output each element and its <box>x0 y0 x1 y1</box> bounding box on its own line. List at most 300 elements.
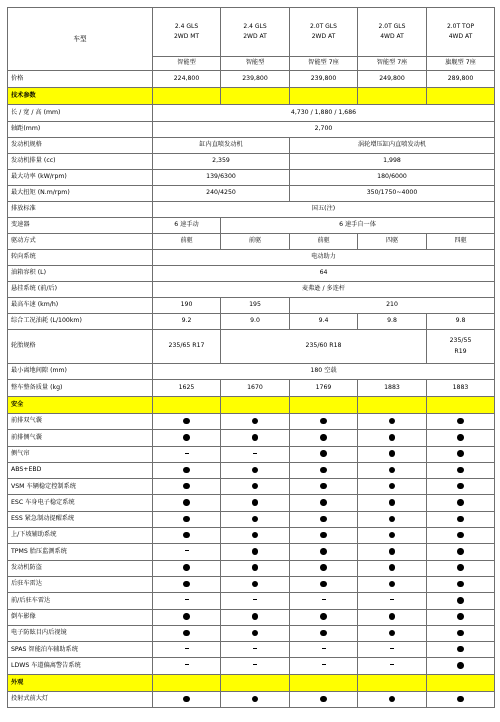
feature-label: 前排双气囊 <box>8 414 153 430</box>
feature-cell <box>221 544 290 560</box>
feature-cell <box>427 479 495 495</box>
feature-cell <box>427 528 495 544</box>
feature-cell <box>290 642 358 658</box>
feature-cell <box>358 560 427 576</box>
feature-cell <box>290 593 358 609</box>
feature-label: TPMS 胎压监测系统 <box>8 544 153 560</box>
feature-row <box>8 642 495 658</box>
row-label: 排放标准 <box>8 202 153 218</box>
feature-cell <box>221 528 290 544</box>
standard-dot-icon <box>457 483 464 490</box>
feature-row <box>8 511 495 527</box>
row-label: 油箱容积 (L) <box>8 266 153 282</box>
feature-cell <box>153 414 221 430</box>
clearance-row <box>8 364 495 380</box>
standard-dot-icon <box>252 467 259 474</box>
feature-cell <box>221 593 290 609</box>
fuel-consumption-row <box>8 314 495 330</box>
feature-cell <box>153 642 221 658</box>
feature-cell <box>153 544 221 560</box>
feature-cell <box>221 511 290 527</box>
feature-cell <box>290 495 358 511</box>
standard-dot-icon <box>389 532 396 539</box>
feature-cell <box>221 691 290 707</box>
row-value: 缸内直喷发动机 <box>153 138 290 154</box>
standard-dot-icon <box>389 696 396 703</box>
row-value: 4,730 / 1,880 / 1,686 <box>153 105 495 122</box>
feature-cell <box>427 658 495 674</box>
feature-cell <box>221 658 290 674</box>
standard-dot-icon <box>252 581 259 588</box>
feature-label: 上/下坡辅助系统 <box>8 528 153 544</box>
section-tech-row <box>8 88 495 105</box>
feature-cell <box>153 430 221 446</box>
feature-cell <box>427 593 495 609</box>
standard-dot-icon <box>457 696 464 703</box>
row-value: 四驱 <box>427 234 495 250</box>
row-value: 1883 <box>427 380 495 397</box>
feature-cell <box>221 430 290 446</box>
standard-dot-icon <box>457 434 464 441</box>
feature-label: 投射式前大灯 <box>8 691 153 707</box>
row-value: 前驱 <box>290 234 358 250</box>
not-available-dash-icon <box>185 550 189 551</box>
transmission-row <box>8 218 495 234</box>
row-value: 9.4 <box>290 314 358 330</box>
not-available-dash-icon <box>185 453 189 454</box>
emission-row <box>8 202 495 218</box>
feature-label: 前/后驻车雷达 <box>8 593 153 609</box>
model-header-cell: 2.0T GLS 4WD AT <box>358 8 427 57</box>
feature-row <box>8 625 495 641</box>
row-value: 210 <box>290 298 495 314</box>
feature-cell <box>153 658 221 674</box>
feature-cell <box>290 414 358 430</box>
feature-row <box>8 462 495 478</box>
feature-row <box>8 495 495 511</box>
feature-cell <box>427 691 495 707</box>
row-label: 驱动方式 <box>8 234 153 250</box>
feature-cell <box>290 544 358 560</box>
standard-dot-icon <box>252 516 259 523</box>
standard-dot-icon <box>320 532 327 539</box>
engine-spec-row <box>8 138 495 154</box>
feature-cell <box>221 609 290 625</box>
feature-cell <box>290 446 358 462</box>
row-label: 综合工况油耗 (L/100km) <box>8 314 153 330</box>
standard-dot-icon <box>183 467 190 474</box>
standard-dot-icon <box>320 450 327 457</box>
price-value: 239,800 <box>290 71 358 88</box>
row-label: 悬挂系统 (前/后) <box>8 282 153 298</box>
row-value: 涡轮增压缸内直喷发动机 <box>290 138 495 154</box>
feature-cell <box>427 560 495 576</box>
standard-dot-icon <box>457 581 464 588</box>
feature-cell <box>221 560 290 576</box>
curb-weight-row <box>8 380 495 397</box>
feature-cell <box>221 414 290 430</box>
feature-label: 倒车影像 <box>8 609 153 625</box>
feature-label: SPAS 智能泊车辅助系统 <box>8 642 153 658</box>
feature-cell <box>290 560 358 576</box>
standard-dot-icon <box>320 516 327 523</box>
section-exterior-row <box>8 674 495 691</box>
feature-cell <box>358 576 427 592</box>
row-value: 180 空载 <box>153 364 495 380</box>
standard-dot-icon <box>389 418 396 425</box>
safety-feature-rows <box>8 414 495 675</box>
feature-cell <box>358 462 427 478</box>
standard-dot-icon <box>252 630 259 637</box>
feature-cell <box>153 528 221 544</box>
feature-cell <box>153 511 221 527</box>
feature-cell <box>153 495 221 511</box>
feature-cell <box>290 430 358 446</box>
feature-cell <box>290 609 358 625</box>
standard-dot-icon <box>183 434 190 441</box>
feature-cell <box>153 691 221 707</box>
row-value: 9.0 <box>221 314 290 330</box>
feature-cell <box>221 495 290 511</box>
row-label: 轴距(mm) <box>8 122 153 138</box>
not-available-dash-icon <box>253 453 257 454</box>
feature-cell <box>153 625 221 641</box>
feature-cell <box>290 511 358 527</box>
feature-cell <box>358 479 427 495</box>
feature-cell <box>153 593 221 609</box>
standard-dot-icon <box>183 581 190 588</box>
standard-dot-icon <box>320 696 327 703</box>
not-available-dash-icon <box>185 664 189 665</box>
row-value: 电动助力 <box>153 250 495 266</box>
model-header-label: 车型 <box>8 8 153 71</box>
row-value: 190 <box>153 298 221 314</box>
feature-cell <box>358 446 427 462</box>
feature-cell <box>358 511 427 527</box>
feature-cell <box>427 625 495 641</box>
row-value: 1769 <box>290 380 358 397</box>
standard-dot-icon <box>389 516 396 523</box>
section-safety-title: 安全 <box>8 397 153 414</box>
row-value: 1,998 <box>290 154 495 170</box>
row-label: 发动机排量 (cc) <box>8 154 153 170</box>
row-value: 9.8 <box>358 314 427 330</box>
price-value: 239,800 <box>221 71 290 88</box>
feature-cell <box>358 642 427 658</box>
standard-dot-icon <box>183 516 190 523</box>
feature-cell <box>427 446 495 462</box>
feature-cell <box>290 658 358 674</box>
fuel-tank-row <box>8 266 495 282</box>
feature-cell <box>427 495 495 511</box>
standard-dot-icon <box>389 483 396 490</box>
standard-dot-icon <box>320 434 327 441</box>
row-value: 2,359 <box>153 154 290 170</box>
feature-cell <box>427 609 495 625</box>
not-available-dash-icon <box>253 664 257 665</box>
row-label: 最大扭矩 (N.m/rpm) <box>8 186 153 202</box>
feature-label: 前排侧气囊 <box>8 430 153 446</box>
standard-dot-icon <box>183 532 190 539</box>
row-value: 6 速手动 <box>153 218 221 234</box>
standard-dot-icon <box>183 613 190 620</box>
model-header-cell: 2.0T GLS 2WD AT <box>290 8 358 57</box>
section-safety-row <box>8 397 495 414</box>
feature-cell <box>358 609 427 625</box>
standard-dot-icon <box>183 499 190 506</box>
feature-row <box>8 414 495 430</box>
row-value: 350/1750~4000 <box>290 186 495 202</box>
standard-dot-icon <box>389 564 396 571</box>
feature-row <box>8 593 495 609</box>
standard-dot-icon <box>320 467 327 474</box>
feature-cell <box>290 576 358 592</box>
row-value: 前驱 <box>221 234 290 250</box>
model-trim: 智能型 <box>153 57 221 71</box>
standard-dot-icon <box>320 581 327 588</box>
row-value: 240/4250 <box>153 186 290 202</box>
not-available-dash-icon <box>322 648 326 649</box>
feature-row <box>8 576 495 592</box>
section-exterior-title: 外观 <box>8 674 153 691</box>
feature-cell <box>427 544 495 560</box>
feature-cell <box>153 479 221 495</box>
feature-cell <box>358 528 427 544</box>
feature-cell <box>427 462 495 478</box>
displacement-row <box>8 154 495 170</box>
row-value: 1883 <box>358 380 427 397</box>
feature-cell <box>427 511 495 527</box>
feature-row <box>8 609 495 625</box>
not-available-dash-icon <box>185 648 189 649</box>
not-available-dash-icon <box>185 599 189 600</box>
model-header-cell: 2.4 GLS 2WD AT <box>221 8 290 57</box>
feature-row <box>8 658 495 674</box>
standard-dot-icon <box>389 548 396 555</box>
feature-cell <box>427 576 495 592</box>
feature-cell <box>221 479 290 495</box>
feature-label: ESS 紧急制动提醒系统 <box>8 511 153 527</box>
suspension-row <box>8 282 495 298</box>
feature-label: LDWS 车道偏离警告系统 <box>8 658 153 674</box>
standard-dot-icon <box>389 434 396 441</box>
feature-cell <box>221 576 290 592</box>
feature-row <box>8 691 495 707</box>
standard-dot-icon <box>389 581 396 588</box>
feature-cell <box>153 576 221 592</box>
model-trim: 智能型 <box>221 57 290 71</box>
feature-cell <box>221 446 290 462</box>
dimensions-row <box>8 105 495 122</box>
feature-label: ESC 车身电子稳定系统 <box>8 495 153 511</box>
standard-dot-icon <box>252 564 259 571</box>
torque-row <box>8 186 495 202</box>
feature-label: 后驻车雷达 <box>8 576 153 592</box>
standard-dot-icon <box>183 418 190 425</box>
price-value: 249,800 <box>358 71 427 88</box>
steering-row <box>8 250 495 266</box>
standard-dot-icon <box>457 613 464 620</box>
feature-cell <box>427 414 495 430</box>
model-trim: 智能型 7座 <box>358 57 427 71</box>
row-value: 四驱 <box>358 234 427 250</box>
not-available-dash-icon <box>322 664 326 665</box>
feature-cell <box>358 658 427 674</box>
price-row <box>8 71 495 88</box>
feature-cell <box>153 462 221 478</box>
standard-dot-icon <box>457 597 464 604</box>
feature-cell <box>221 462 290 478</box>
standard-dot-icon <box>320 630 327 637</box>
feature-cell <box>427 642 495 658</box>
exterior-feature-rows <box>8 691 495 707</box>
standard-dot-icon <box>252 418 259 425</box>
price-value: 224,800 <box>153 71 221 88</box>
row-label: 长 / 宽 / 高 (mm) <box>8 105 153 122</box>
standard-dot-icon <box>320 564 327 571</box>
row-label: 轮胎规格 <box>8 330 153 364</box>
row-label: 最小离地间隙 (mm) <box>8 364 153 380</box>
not-available-dash-icon <box>390 648 394 649</box>
feature-row <box>8 479 495 495</box>
feature-cell <box>358 495 427 511</box>
standard-dot-icon <box>320 499 327 506</box>
standard-dot-icon <box>389 630 396 637</box>
not-available-dash-icon <box>390 664 394 665</box>
section-tech-title: 技术参数 <box>8 88 153 105</box>
wheelbase-row <box>8 122 495 138</box>
standard-dot-icon <box>183 483 190 490</box>
standard-dot-icon <box>389 613 396 620</box>
feature-row <box>8 430 495 446</box>
feature-cell <box>153 560 221 576</box>
standard-dot-icon <box>252 532 259 539</box>
row-value: 2,700 <box>153 122 495 138</box>
feature-cell <box>358 625 427 641</box>
tires-row <box>8 330 495 364</box>
row-label: 整车整备质量 (kg) <box>8 380 153 397</box>
row-value: 9.2 <box>153 314 221 330</box>
row-value: 64 <box>153 266 495 282</box>
feature-cell <box>358 544 427 560</box>
standard-dot-icon <box>457 646 464 653</box>
not-available-dash-icon <box>253 648 257 649</box>
feature-cell <box>153 609 221 625</box>
standard-dot-icon <box>389 499 396 506</box>
standard-dot-icon <box>457 532 464 539</box>
feature-cell <box>427 430 495 446</box>
feature-cell <box>290 462 358 478</box>
row-value: 180/6000 <box>290 170 495 186</box>
row-value: 6 速手自一体 <box>221 218 495 234</box>
standard-dot-icon <box>252 696 259 703</box>
standard-dot-icon <box>252 548 259 555</box>
standard-dot-icon <box>457 516 464 523</box>
standard-dot-icon <box>252 483 259 490</box>
power-row <box>8 170 495 186</box>
feature-cell <box>358 691 427 707</box>
feature-row <box>8 528 495 544</box>
spec-table <box>7 7 495 708</box>
feature-cell <box>290 528 358 544</box>
not-available-dash-icon <box>390 599 394 600</box>
standard-dot-icon <box>183 630 190 637</box>
row-label: 最高车速 (km/h) <box>8 298 153 314</box>
model-trim: 旗舰型 7座 <box>427 57 495 71</box>
standard-dot-icon <box>457 467 464 474</box>
standard-dot-icon <box>389 467 396 474</box>
feature-label: 发动机防盗 <box>8 560 153 576</box>
row-value: 1670 <box>221 380 290 397</box>
row-value: 国五(注) <box>153 202 495 218</box>
price-label: 价格 <box>8 71 153 88</box>
feature-cell <box>153 446 221 462</box>
row-value: 1625 <box>153 380 221 397</box>
model-header-cell: 2.0T TOP 4WD AT <box>427 8 495 57</box>
feature-row <box>8 446 495 462</box>
standard-dot-icon <box>457 630 464 637</box>
model-header-cell: 2.4 GLS 2WD MT <box>153 8 221 57</box>
model-header-row <box>8 8 495 57</box>
feature-cell <box>358 430 427 446</box>
feature-row <box>8 544 495 560</box>
row-value: 139/6300 <box>153 170 290 186</box>
price-value: 289,800 <box>427 71 495 88</box>
standard-dot-icon <box>320 483 327 490</box>
feature-label: ABS+EBD <box>8 462 153 478</box>
not-available-dash-icon <box>322 599 326 600</box>
row-label: 发动机规格 <box>8 138 153 154</box>
standard-dot-icon <box>320 418 327 425</box>
feature-cell <box>358 414 427 430</box>
standard-dot-icon <box>457 499 464 506</box>
feature-cell <box>290 625 358 641</box>
standard-dot-icon <box>252 499 259 506</box>
feature-cell <box>358 593 427 609</box>
standard-dot-icon <box>389 450 396 457</box>
feature-label: VSM 车辆稳定控制系统 <box>8 479 153 495</box>
row-value: 235/65 R17 <box>153 330 221 364</box>
feature-cell <box>221 642 290 658</box>
row-value: 235/55 R19 <box>427 330 495 364</box>
standard-dot-icon <box>252 613 259 620</box>
feature-label: 侧气帘 <box>8 446 153 462</box>
not-available-dash-icon <box>253 599 257 600</box>
top-speed-row <box>8 298 495 314</box>
row-label: 最大功率 (kW/rpm) <box>8 170 153 186</box>
standard-dot-icon <box>457 662 464 669</box>
row-value: 麦弗逊 / 多连杆 <box>153 282 495 298</box>
model-trim: 智能型 7座 <box>290 57 358 71</box>
row-label: 转向系统 <box>8 250 153 266</box>
feature-row <box>8 560 495 576</box>
row-value: 235/60 R18 <box>221 330 427 364</box>
feature-cell <box>290 691 358 707</box>
drive-row <box>8 234 495 250</box>
feature-cell <box>290 479 358 495</box>
row-value: 195 <box>221 298 290 314</box>
standard-dot-icon <box>320 548 327 555</box>
feature-cell <box>221 625 290 641</box>
standard-dot-icon <box>183 696 190 703</box>
standard-dot-icon <box>252 434 259 441</box>
standard-dot-icon <box>457 418 464 425</box>
standard-dot-icon <box>457 548 464 555</box>
standard-dot-icon <box>320 613 327 620</box>
feature-label: 电子防眩目内后视镜 <box>8 625 153 641</box>
standard-dot-icon <box>457 564 464 571</box>
standard-dot-icon <box>457 450 464 457</box>
